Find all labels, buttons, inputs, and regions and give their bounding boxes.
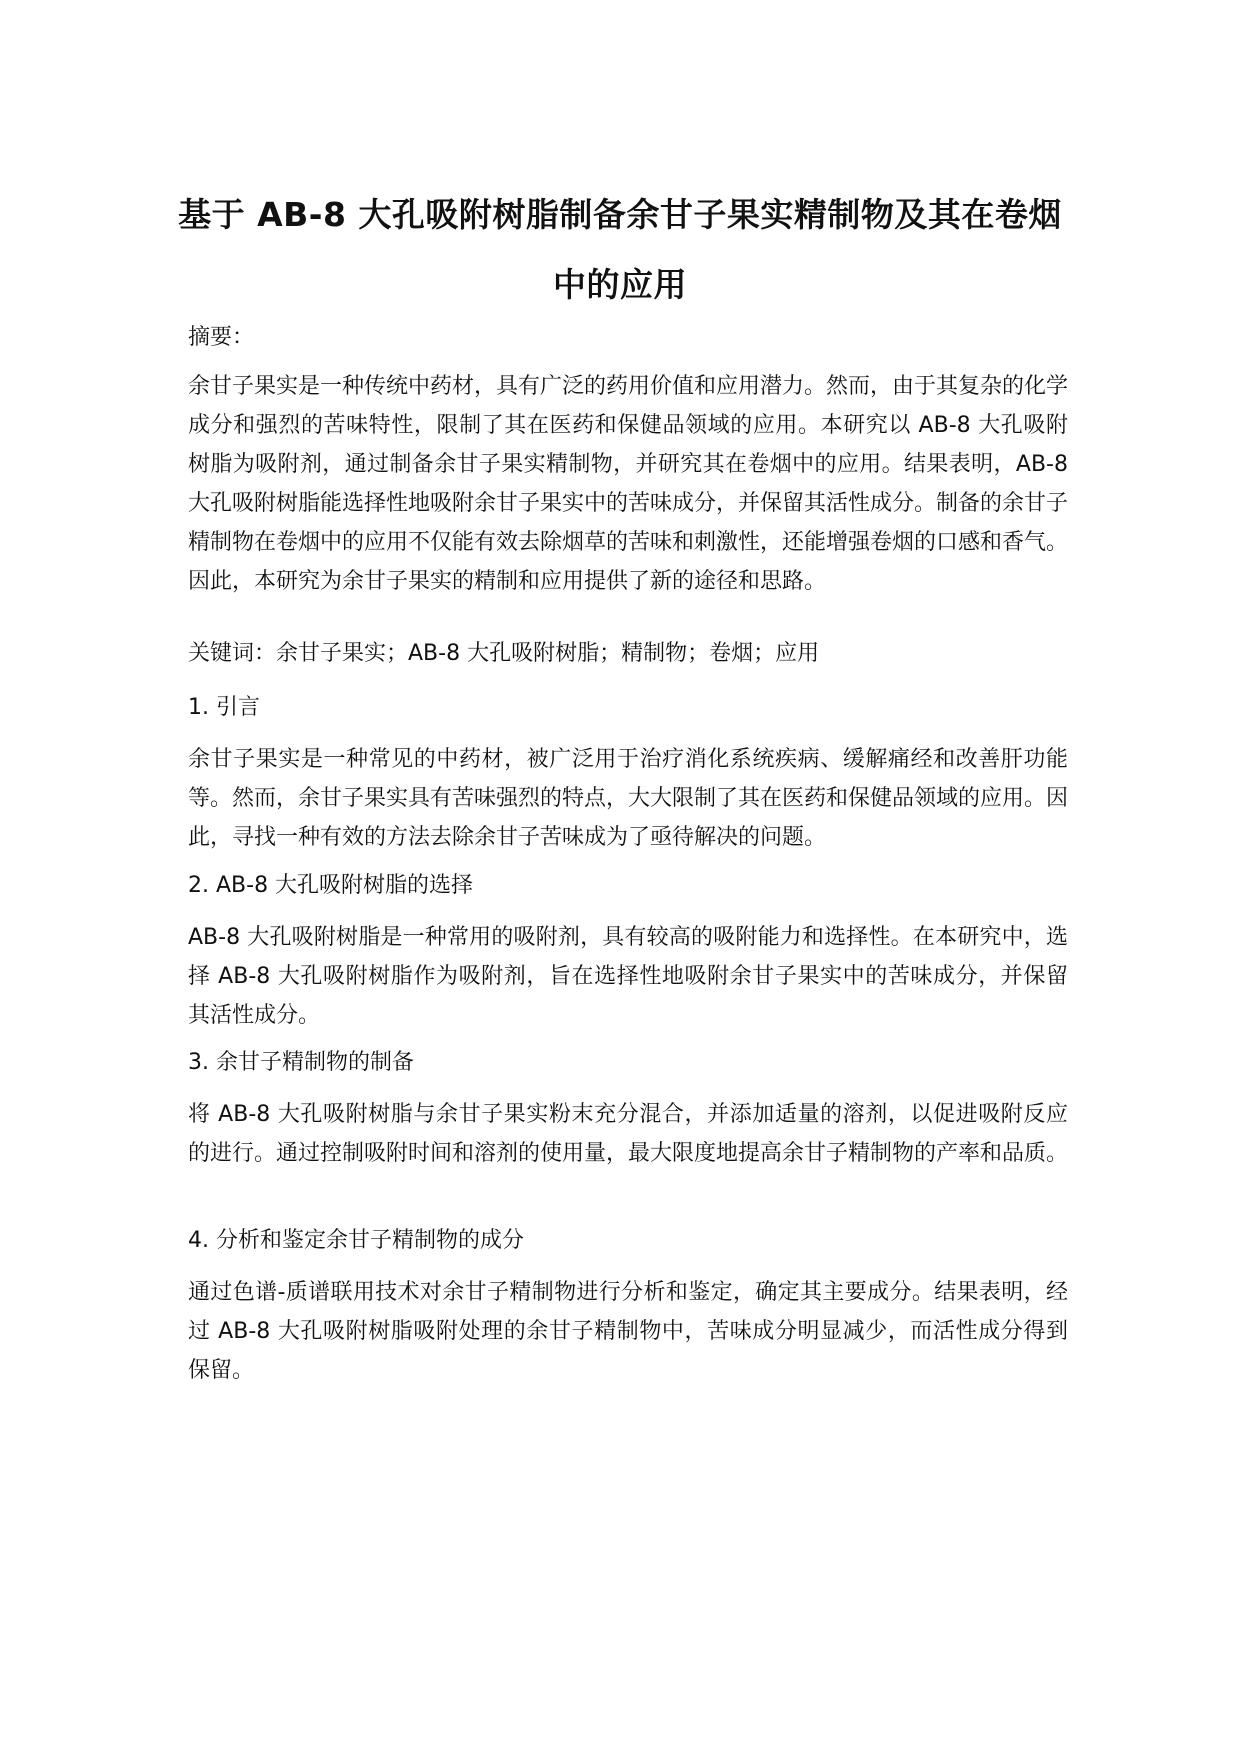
section-paragraph-introduction: 余甘子果实是一种常见的中药材，被广泛用于治疗消化系统疾病、缓解痛经和改善肝功能等。然而，余甘子果实具有苦味强烈的特点，大大限制了其在医药和保健品领域的应用。因此，寻找一种有效的方法去除余甘子苦味成为了亟待解决的问题。 xyxy=(188,747,1069,850)
section-paragraph-resin-selection: AB-8 大孔吸附树脂是一种常用的吸附剂，具有较高的吸附能力和选择性。在本研究中，选择 AB-8 大孔吸附树脂作为吸附剂，旨在选择性地吸附余甘子果实中的苦味成分，并保留其活性成分。 xyxy=(188,925,1068,1028)
document-title: 基于 AB-8 大孔吸附树脂制备余甘子果实精制物及其在卷烟中的应用 xyxy=(178,195,1062,304)
abstract-label: 摘要： xyxy=(188,325,255,350)
section-heading-preparation: 3. 余甘子精制物的制备 xyxy=(188,1050,414,1075)
section-paragraph-preparation: 将 AB-8 大孔吸附树脂与余甘子果实粉末充分混合，并添加适量的溶剂，以促进吸附反应的进行。通过控制吸附时间和溶剂的使用量，最大限度地提高余甘子精制物的产率和品质。 xyxy=(188,1102,1069,1166)
section-heading-resin-selection: 2. AB-8 大孔吸附树脂的选择 xyxy=(188,873,474,898)
section-heading-analysis: 4. 分析和鉴定余甘子精制物的成分 xyxy=(188,1228,524,1253)
section-heading-introduction: 1. 引言 xyxy=(188,695,260,720)
section-paragraph-analysis: 通过色谱-质谱联用技术对余甘子精制物进行分析和鉴定，确定其主要成分。结果表明，经过 AB-8 大孔吸附树脂吸附处理的余甘子精制物中，苦味成分明显减少，而活性成分得到保留。 xyxy=(188,1280,1068,1383)
keywords-line: 关键词：余甘子果实；AB-8 大孔吸附树脂；精制物；卷烟；应用 xyxy=(188,641,820,666)
abstract-paragraph: 余甘子果实是一种传统中药材，具有广泛的药用价值和应用潜力。然而，由于其复杂的化学成分和强烈的苦味特性，限制了其在医药和保健品领域的应用。本研究以 AB-8 大孔吸附树脂为吸附剂，通过制备余甘子果实精制物，并研究其在卷烟中的应用。结果表明，AB-8 大孔吸附树脂能选择性地吸附余甘子果实中的苦味成分，并保留其活性成分。制备的余甘子精制物在卷烟中的应用不仅能有效去除烟草的苦味和刺激性，还能增强卷烟的口感和香气。因此，本研究为余甘子果实的精制和应用提供了新的途径和思路。 xyxy=(188,374,1069,594)
